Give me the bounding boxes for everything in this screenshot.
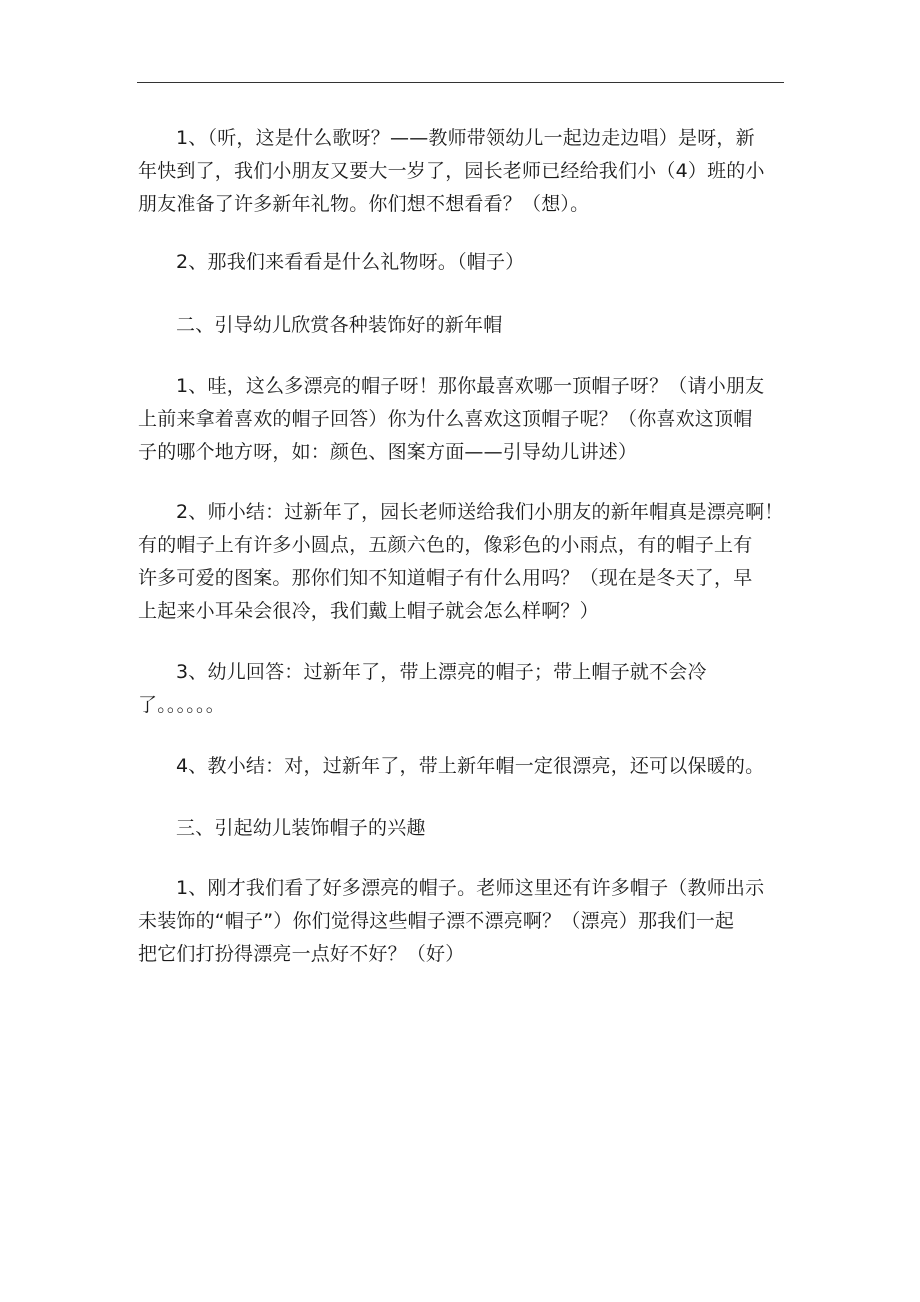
- paragraph-line: 4、教小结：对，过新年了，带上新年帽一定很漂亮，还可以保暖的。: [176, 755, 765, 777]
- paragraph-line: 把它们打扮得漂亮一点好不好？（好）: [138, 943, 465, 965]
- section-heading-3: [138, 812, 784, 845]
- paragraph-line: 年快到了，我们小朋友又要大一岁了，园长老师已经给我们小（4）班的小: [138, 160, 765, 182]
- paragraph-4: [138, 496, 784, 628]
- heading-line: 二、引导幼儿欣赏各种装饰好的新年帽: [176, 314, 503, 336]
- paragraph-line: 2、那我们来看看是什么礼物呀。（帽子）: [176, 251, 525, 273]
- paragraph-line: 许多可爱的图案。那你们知不知道帽子有什么用吗？（现在是冬天了，早: [138, 567, 753, 589]
- paragraph-line: 了。。。。。。: [138, 694, 225, 716]
- paragraph-6: [138, 750, 784, 783]
- paragraph-1: [138, 122, 784, 221]
- paragraph-line: 1、刚才我们看了好多漂亮的帽子。老师这里还有许多帽子（教师出示: [176, 877, 765, 899]
- paragraph-line: 1、哇，这么多漂亮的帽子呀！那你最喜欢哪一顶帽子呀？（请小朋友: [176, 375, 765, 397]
- paragraph-line: 上起来小耳朵会很冷，我们戴上帽子就会怎么样啊？）: [138, 600, 599, 622]
- paragraph-line: 1、（听，这是什么歌呀？——教师带领幼儿一起边走边唱）是呀，新: [176, 127, 755, 149]
- section-heading-2: [138, 309, 784, 342]
- paragraph-5: [138, 656, 784, 722]
- heading-line: 三、引起幼儿装饰帽子的兴趣: [176, 817, 426, 839]
- paragraph-line: 上前来拿着喜欢的帽子回答）你为什么喜欢这顶帽子呢？（你喜欢这顶帽: [138, 408, 753, 430]
- paragraph-2: [138, 246, 784, 279]
- paragraph-line: 3、幼儿回答：过新年了，带上漂亮的帽子；带上帽子就不会冷: [176, 661, 707, 683]
- paragraph-7: [138, 872, 784, 971]
- paragraph-line: 朋友准备了许多新年礼物。你们想不想看看？（想）。: [138, 193, 590, 215]
- document-body: [138, 122, 784, 994]
- paragraph-line: 2、师小结：过新年了，园长老师送给我们小朋友的新年帽真是漂亮啊！: [176, 501, 784, 523]
- paragraph-3: [138, 370, 784, 469]
- paragraph-line: 有的帽子上有许多小圆点，五颜六色的，像彩色的小雨点，有的帽子上有: [138, 534, 753, 556]
- header-rule: [137, 82, 784, 83]
- paragraph-line: 未装饰的“帽子”）你们觉得这些帽子漂不漂亮啊？（漂亮）那我们一起: [138, 910, 735, 932]
- paragraph-line: 子的哪个地方呀，如：颜色、图案方面——引导幼儿讲述）: [138, 441, 638, 463]
